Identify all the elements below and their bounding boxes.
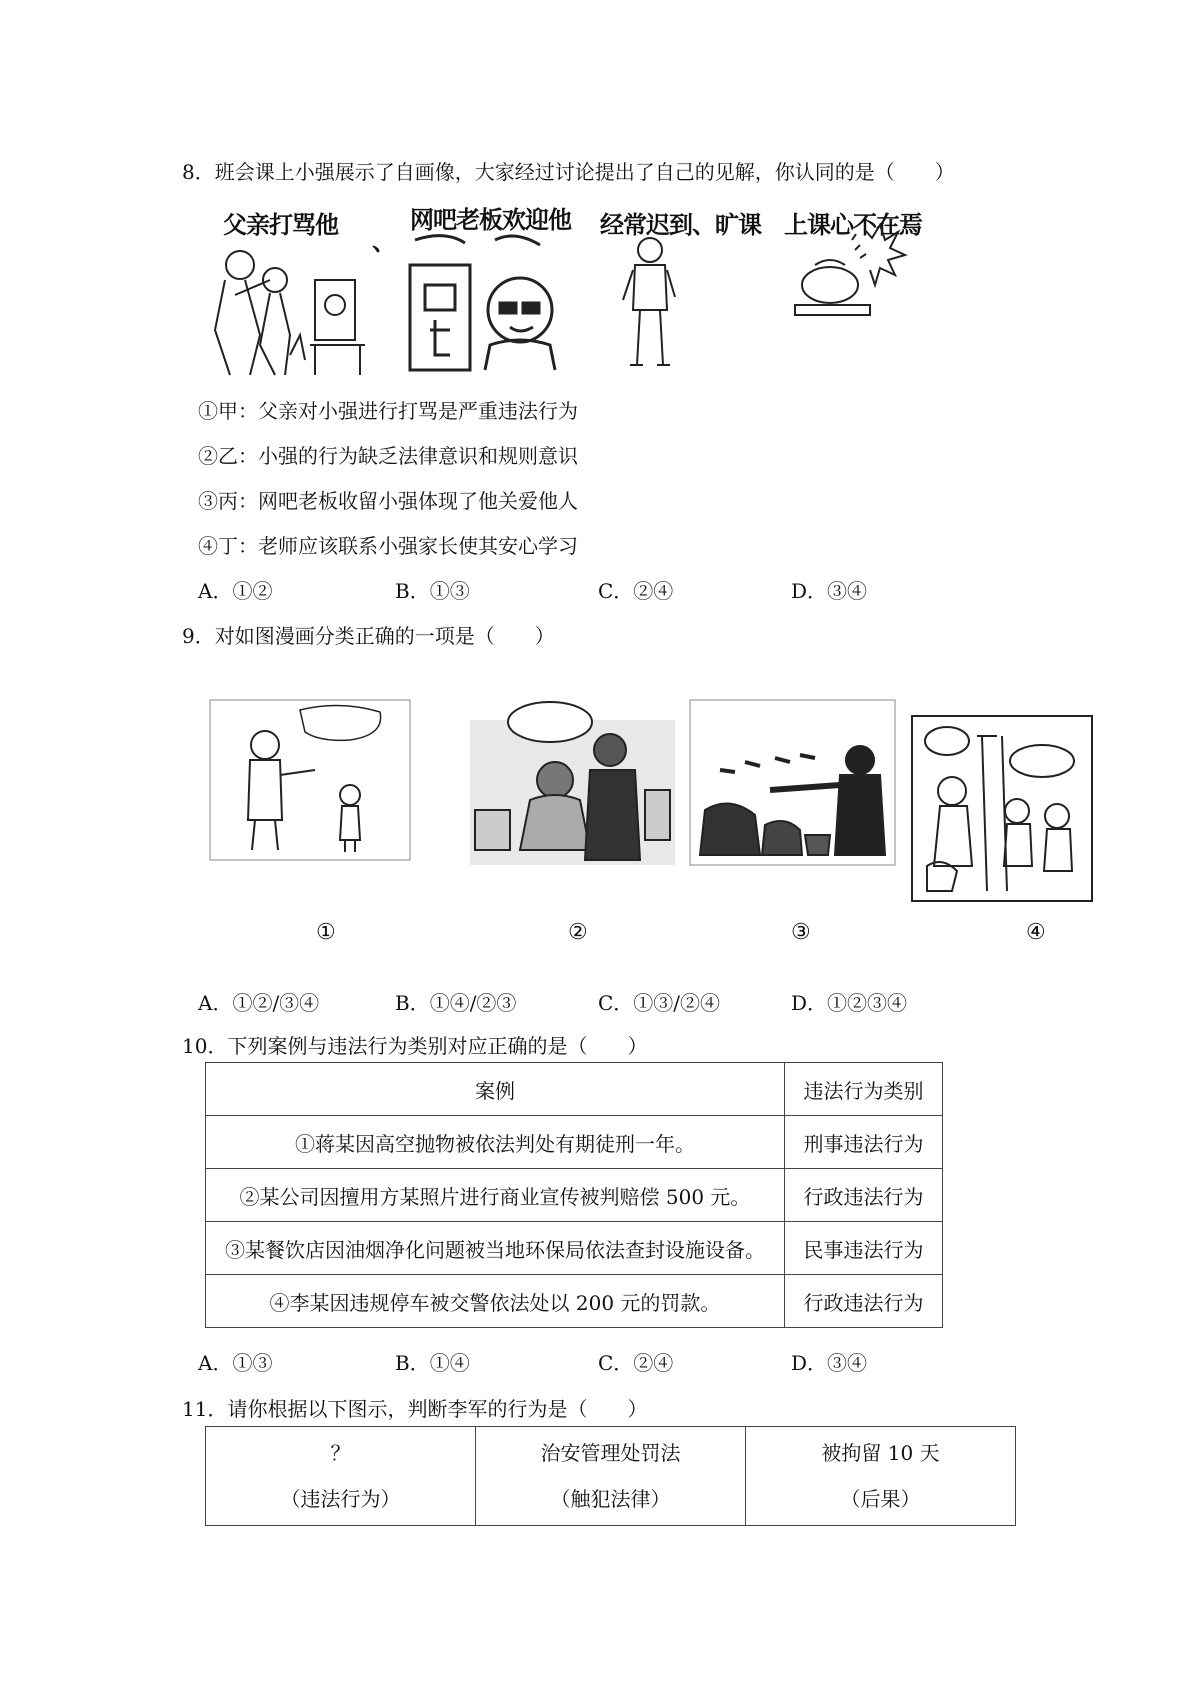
- q9-panel-2-illustration: [470, 700, 675, 865]
- q11-cell-consequence-bottom: （后果）: [840, 1487, 921, 1511]
- q10-case-4: ④李某因违规停车被交警依法处以 200 元的罚款。: [206, 1275, 785, 1328]
- cartoon-label-3: 经常迟到、旷课: [600, 211, 761, 239]
- q11-cell-behavior: [206, 1427, 476, 1526]
- table-row: [206, 1116, 943, 1169]
- table-row: [206, 1169, 943, 1222]
- q11-cell-consequence-top: 被拘留 10 天: [821, 1441, 940, 1465]
- q8-statement-2: ②乙：小强的行为缺乏法律意识和规则意识: [198, 444, 578, 468]
- cartoon-father-illustration: [215, 235, 375, 380]
- q9-option-c[interactable]: C．①③/②④: [598, 991, 721, 1015]
- q10-stem: 10．下列案例与违法行为类别对应正确的是（ ）: [182, 1034, 648, 1058]
- q10-option-c[interactable]: C．②④: [598, 1351, 674, 1375]
- q9-panel-1-illustration: [210, 700, 410, 860]
- q8-statement-1: ①甲：父亲对小强进行打骂是严重违法行为: [198, 399, 578, 423]
- q9-panel-number-4: ④: [1026, 920, 1046, 945]
- q11-cell-behavior-top: ？: [330, 1441, 351, 1465]
- q8-option-b[interactable]: B．①③: [395, 579, 470, 603]
- cartoon-label-1: 父亲打骂他: [223, 211, 338, 239]
- q9-panel-number-2: ②: [568, 920, 588, 945]
- q11-cell-consequence: [746, 1427, 1016, 1526]
- q10-table-header-row: [206, 1063, 943, 1116]
- q11-cell-law-top: 治安管理处罚法: [540, 1441, 681, 1465]
- q11-stem: 11．请你根据以下图示，判断李军的行为是（ ）: [182, 1397, 648, 1421]
- q10-category-2: 行政违法行为: [785, 1169, 943, 1222]
- q9-option-b[interactable]: B．①④/②③: [395, 991, 517, 1015]
- q11-cell-behavior-bottom: （违法行为）: [280, 1487, 401, 1511]
- cartoon-separator: 、: [372, 228, 395, 256]
- cartoon-netcafe-illustration: [405, 235, 565, 375]
- table-row: [206, 1275, 943, 1328]
- q11-diagram-table: [205, 1426, 1016, 1526]
- q8-stem: 8．班会课上小强展示了自画像，大家经过讨论提出了自己的见解，你认同的是（ ）: [182, 160, 955, 184]
- q10-case-1: ①蒋某因高空抛物被依法判处有期徒刑一年。: [206, 1116, 785, 1169]
- q10-category-4: 行政违法行为: [785, 1275, 943, 1328]
- q9-option-d[interactable]: D．①②③④: [791, 991, 908, 1015]
- cartoon-distracted-illustration: [790, 210, 910, 330]
- q11-cell-law: [476, 1427, 746, 1526]
- q10-option-d[interactable]: D．③④: [791, 1351, 868, 1375]
- table-row: [206, 1222, 943, 1275]
- q10-table: [205, 1062, 943, 1328]
- q9-stem: 9．对如图漫画分类正确的一项是（ ）: [182, 624, 555, 648]
- q10-header-case: 案例: [206, 1063, 785, 1116]
- q10-case-2: ②某公司因擅用方某照片进行商业宣传被判赔偿 500 元。: [206, 1169, 785, 1222]
- q10-category-1: 刑事违法行为: [785, 1116, 943, 1169]
- cartoon-late-boy-illustration: [615, 235, 685, 375]
- q8-statement-3: ③丙：网吧老板收留小强体现了他关爱他人: [198, 489, 578, 513]
- q10-header-category: 违法行为类别: [785, 1063, 943, 1116]
- q9-panel-number-1: ①: [316, 920, 336, 945]
- q8-statement-4: ④丁：老师应该联系小强家长使其安心学习: [198, 534, 578, 558]
- q9-option-a[interactable]: A．①②/③④: [198, 991, 320, 1015]
- q9-panel-4-illustration: [912, 716, 1092, 901]
- q8-option-a[interactable]: A．①②: [198, 579, 273, 603]
- q10-category-3: 民事违法行为: [785, 1222, 943, 1275]
- q8-option-c[interactable]: C．②④: [598, 579, 674, 603]
- table-row: [206, 1427, 1016, 1526]
- q10-option-b[interactable]: B．①④: [395, 1351, 470, 1375]
- q10-case-3: ③某餐饮店因油烟净化问题被当地环保局依法查封设施设备。: [206, 1222, 785, 1275]
- q11-cell-law-bottom: （触犯法律）: [550, 1487, 671, 1511]
- q9-panel-number-3: ③: [791, 920, 811, 945]
- q8-option-d[interactable]: D．③④: [791, 579, 868, 603]
- cartoon-label-4: 上课心不在焉: [784, 211, 922, 239]
- q10-option-a[interactable]: A．①③: [198, 1351, 273, 1375]
- q9-panel-3-illustration: [690, 700, 895, 865]
- cartoon-label-2: 网吧老板欢迎他: [410, 206, 571, 234]
